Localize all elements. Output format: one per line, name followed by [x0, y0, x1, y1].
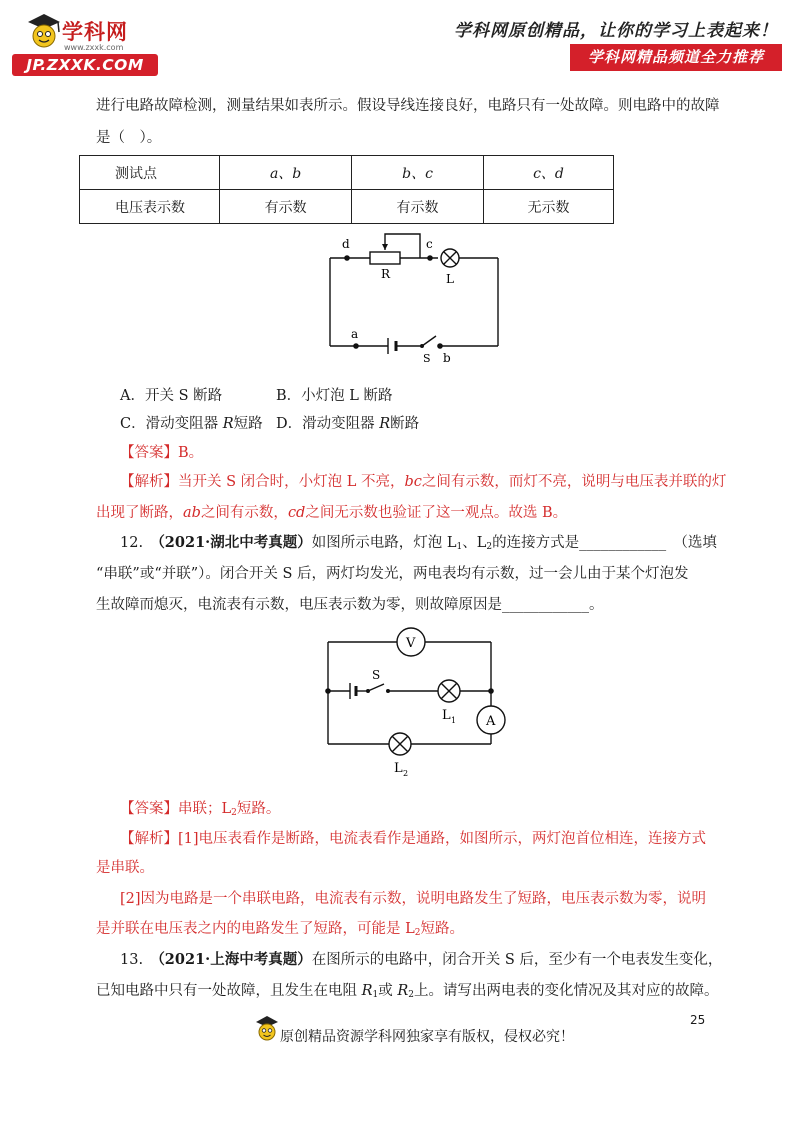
analysis-text: 短路。 — [420, 921, 464, 937]
q13-line1 — [120, 950, 722, 970]
question-number: 12. — [120, 535, 144, 551]
q12-line2: “串联”或“并联”）。闭合开关 S 后，两灯均发光，两电表均有示数，过一会儿由于某个灯泡发 — [96, 566, 689, 582]
header-slogan: 学科网原创精品，让你的学习上表起来！ — [454, 21, 778, 41]
subscript: 1 — [456, 542, 463, 552]
label-L2-sub: 2 — [403, 769, 409, 778]
variable: R — [397, 983, 409, 999]
option-c-text: C．滑动变阻器 — [120, 416, 223, 432]
q12-answer — [120, 799, 280, 823]
mascot-icon — [22, 12, 64, 56]
table-row — [80, 156, 614, 190]
site-logo — [10, 12, 160, 74]
logo-title: 学科网 — [62, 20, 128, 44]
label-c: c — [426, 237, 433, 251]
table-cell: 电压表示数 — [80, 190, 220, 224]
analysis-var: cd — [287, 505, 306, 521]
analysis-var: ab — [183, 505, 201, 521]
table-cell: 测试点 — [80, 156, 220, 190]
q12-line1 — [120, 533, 717, 557]
table-row — [80, 190, 614, 224]
header-banner-text: 学科网精品频道全力推荐 — [587, 48, 764, 66]
question-source: （2021·上海中考真题） — [157, 951, 312, 968]
option-d-var: R — [379, 416, 391, 432]
label-L2: L — [394, 761, 403, 776]
analysis-text: 之间有示数， — [200, 505, 288, 521]
option-c-text-end: 短路 — [233, 416, 263, 432]
q11-text-line2: 是（ ）。 — [96, 130, 162, 146]
q12-text: 、L — [462, 535, 487, 551]
label-L1: L — [442, 708, 451, 723]
node-a — [353, 343, 359, 349]
label-d: d — [342, 237, 350, 251]
analysis-text: 之间无示数也验证了这一观点。故选 B。 — [305, 505, 568, 521]
q12-analysis-line3: [2]因为电路是一个串联电路，电流表有示数，说明电路发生了短路，电压表示数为零，说明 — [120, 891, 707, 907]
measurement-table — [79, 155, 614, 224]
page-number: 25 — [690, 1013, 706, 1027]
q11-analysis-line2 — [96, 503, 567, 523]
label-L1-sub: 1 — [451, 716, 457, 725]
analysis-var: bc — [404, 474, 422, 490]
logo-domain-text: JP.ZXXK.COM — [26, 56, 144, 74]
copyright-notice: 原创精品资源学科网独家享有版权，侵权必究！ — [280, 1029, 574, 1045]
rheostat-symbol — [370, 252, 400, 264]
label-V: V — [406, 636, 416, 651]
analysis-text: 是并联在电压表之内的电路发生了短路，可能是 L — [96, 921, 415, 937]
label-b: b — [443, 351, 451, 365]
q11-text-line1: 进行电路故障检测，测量结果如表所示。假设导线连接良好，电路只有一处故障。则电路中的故障 — [96, 98, 720, 114]
node-c — [427, 255, 433, 261]
q12-text: 如图所示电路，灯泡 L — [311, 535, 457, 551]
analysis-text: 【解析】当开关 S 闭合时，小灯泡 L 不亮， — [120, 474, 405, 490]
q13-text: 上。请写出两电表的变化情况及其对应的故障。 — [414, 983, 719, 999]
subscript: 1 — [372, 990, 379, 1000]
slider-arrow — [382, 244, 388, 250]
label-S: S — [372, 668, 381, 682]
analysis-text: 之间有示数，而灯不亮，说明与电压表并联的灯 — [421, 474, 727, 490]
logo-domain-bar[interactable] — [12, 54, 158, 76]
circuit-diagram-q12 — [318, 622, 508, 780]
circuit-diagram-q11 — [310, 228, 510, 368]
subscript: 2 — [414, 928, 421, 938]
switch-lever — [422, 336, 436, 346]
variable: R — [361, 983, 373, 999]
label-S: S — [423, 352, 431, 365]
q13-text: 在图所示的电路中，闭合开关 S 后，至少有一个电表发生变化， — [311, 952, 723, 968]
question-number: 13. — [120, 952, 144, 968]
table-cell: 无示数 — [484, 190, 614, 224]
mascot-icon — [254, 1015, 280, 1045]
table-cell: a、b — [220, 156, 352, 190]
q12-analysis-line4 — [96, 919, 464, 943]
subscript: 2 — [408, 990, 415, 1000]
option-a[interactable]: A．开关 S 断路 — [120, 388, 223, 404]
node-b — [437, 343, 443, 349]
table-cell: 有示数 — [352, 190, 484, 224]
table-cell: c、d — [484, 156, 614, 190]
q13-text: 已知电路中只有一处故障，且发生在电阻 — [96, 983, 362, 999]
analysis-text: 出现了断路， — [96, 505, 183, 521]
header-banner — [570, 44, 782, 71]
answer-text: 短路。 — [236, 801, 281, 817]
option-d-text-end: 断路 — [390, 416, 420, 432]
subscript: 2 — [231, 808, 237, 818]
table-cell: 有示数 — [220, 190, 352, 224]
label-L: L — [446, 272, 454, 286]
option-c-var: R — [222, 416, 234, 432]
switch-lever — [368, 684, 384, 691]
q12-line3: 生故障而熄灭，电流表有示数，电压表示数为零，则故障原因是____________。 — [96, 597, 604, 613]
node-d — [344, 255, 350, 261]
option-d[interactable] — [276, 414, 419, 434]
q13-line2 — [96, 981, 719, 1005]
label-a: a — [351, 327, 359, 341]
answer-text: 【答案】串联；L — [120, 801, 232, 817]
table-cell: b、c — [352, 156, 484, 190]
label-R: R — [381, 267, 391, 281]
label-A: A — [486, 714, 496, 729]
q11-analysis-line1 — [120, 472, 726, 492]
q12-analysis-line2: 是串联。 — [96, 860, 154, 876]
option-c[interactable] — [120, 414, 263, 434]
option-b[interactable]: B．小灯泡 L 断路 — [276, 388, 393, 404]
q12-analysis-line1: 【解析】[1]电压表看作是断路，电流表看作是通路，如图所示，两灯泡首位相连，连接方式 — [120, 831, 707, 847]
option-d-text: D．滑动变阻器 — [276, 416, 380, 432]
q12-text: 的连接方式是____________ （选填 — [492, 535, 717, 551]
q13-text: 或 — [378, 983, 398, 999]
q11-answer: 【答案】B。 — [120, 445, 204, 461]
subscript: 2 — [486, 542, 493, 552]
logo-url: www.zxxk.com — [64, 43, 124, 52]
question-source: （2021·湖北中考真题） — [157, 534, 312, 551]
